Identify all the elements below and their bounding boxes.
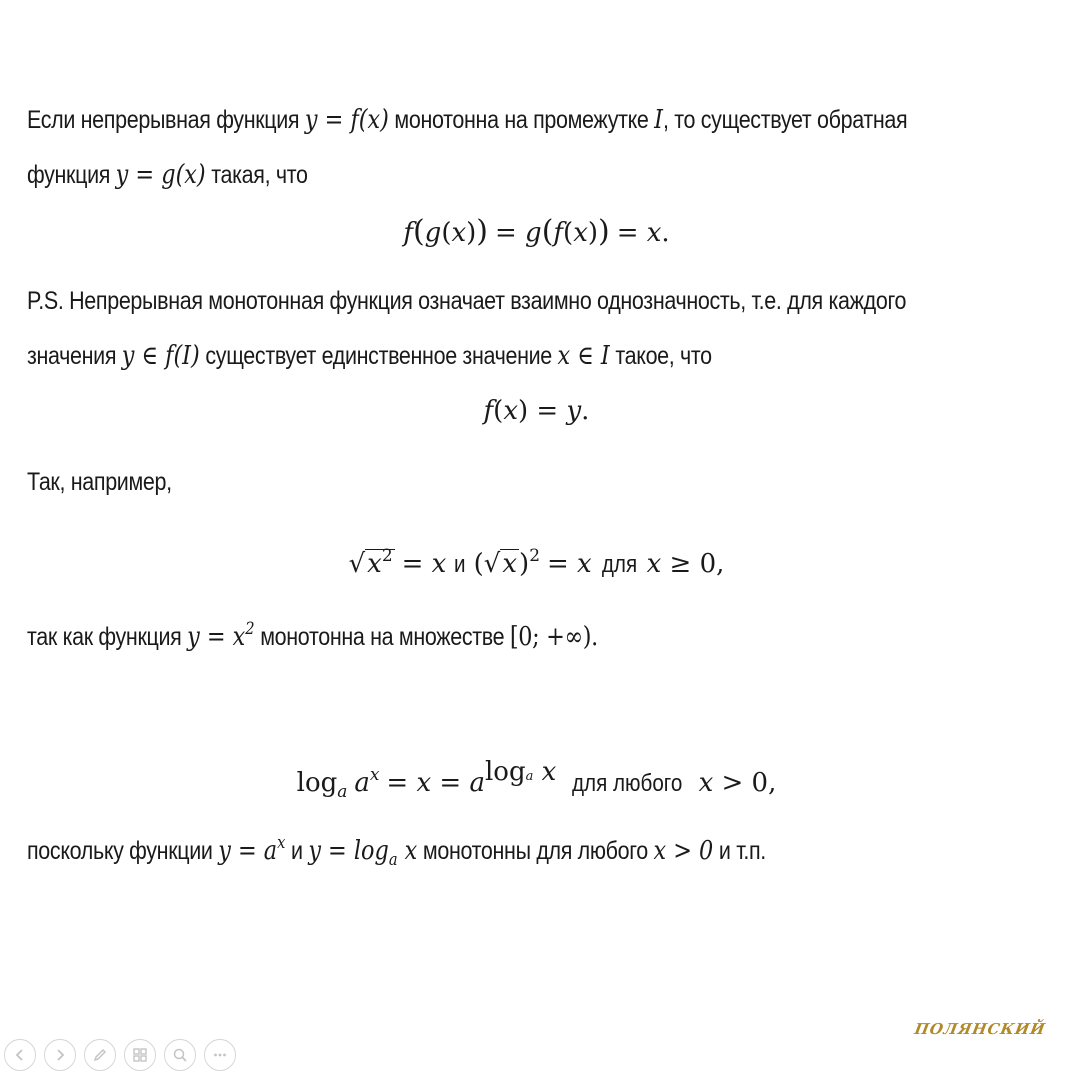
slides-icon: [131, 1046, 149, 1064]
log-reason: [27, 828, 766, 875]
formula-log-identity: $\log_a a^x = x = a^{loga x}$ для любого x > 0,: [296, 757, 777, 802]
text: так как функция: [27, 623, 182, 651]
text: P.S. Непрерывная монотонная функция означает взаимно однозначность, т.е. для каждого: [27, 287, 907, 315]
text: такая, что: [211, 161, 308, 189]
text: такое, что: [615, 342, 712, 370]
formula-y-eq-ax: $y = a^x$: [218, 833, 286, 866]
formula-inverse-composition: f(g(x)) = g(f(x)) = x.: [403, 214, 670, 249]
text: Так, например,: [27, 468, 172, 496]
formula-y-eq-gx: y = g(x): [115, 160, 206, 190]
text: значения: [27, 342, 117, 370]
example-reason: [27, 614, 598, 652]
paragraph1-line1: [27, 105, 907, 135]
ps-line2: [27, 341, 712, 371]
text: поскольку функции: [27, 837, 213, 865]
formula-x-gt-0: x > 0: [653, 836, 714, 866]
text: монотонны для любого: [422, 837, 648, 865]
next-icon: [51, 1046, 69, 1064]
paragraph1-line2: [27, 160, 308, 190]
formula-y-in-fI: y ∈ f(I): [121, 341, 200, 371]
more-options-button[interactable]: [204, 1039, 236, 1071]
text: монотонна на множестве: [260, 623, 505, 651]
pen-button[interactable]: [84, 1039, 116, 1071]
next-slide-button[interactable]: [44, 1039, 76, 1071]
zoom-icon: [171, 1046, 189, 1064]
text: монотонна на промежутке: [394, 106, 649, 134]
formula-sqrt-examples: $√x^2 = x$ и $(√x)^2 = x$ для x ≥ 0,: [348, 546, 725, 579]
formula-y-eq-x2: $y = x^2$: [187, 619, 255, 652]
formula-y-eq-log: $y = \log_a x$: [308, 836, 418, 870]
more-icon: [211, 1046, 229, 1064]
author-logo: ПОЛЯНСКИЙ: [913, 1020, 1048, 1038]
all-slides-button[interactable]: [124, 1039, 156, 1071]
text: и: [291, 837, 303, 865]
text: существует единственное значение: [205, 342, 552, 370]
formula-interval: [0; +∞).: [509, 622, 598, 652]
text: Если непрерывная функция: [27, 106, 300, 134]
ps-line1: [27, 286, 906, 316]
pen-icon: [91, 1046, 109, 1064]
example-intro: [27, 467, 172, 497]
formula-y-eq-fx: y = f(x): [304, 105, 389, 135]
prev-icon: [11, 1046, 29, 1064]
text: , то существует обратная: [663, 106, 908, 134]
prev-slide-button[interactable]: [4, 1039, 36, 1071]
presentation-toolbar: [4, 1039, 236, 1073]
formula-x-in-I: x ∈ I: [557, 341, 610, 371]
formula-I: I: [654, 105, 664, 135]
text: функция: [27, 161, 111, 189]
formula-fx-eq-y: f(x) = y.: [483, 396, 590, 426]
text: и т.п.: [718, 837, 766, 865]
zoom-button[interactable]: [164, 1039, 196, 1071]
